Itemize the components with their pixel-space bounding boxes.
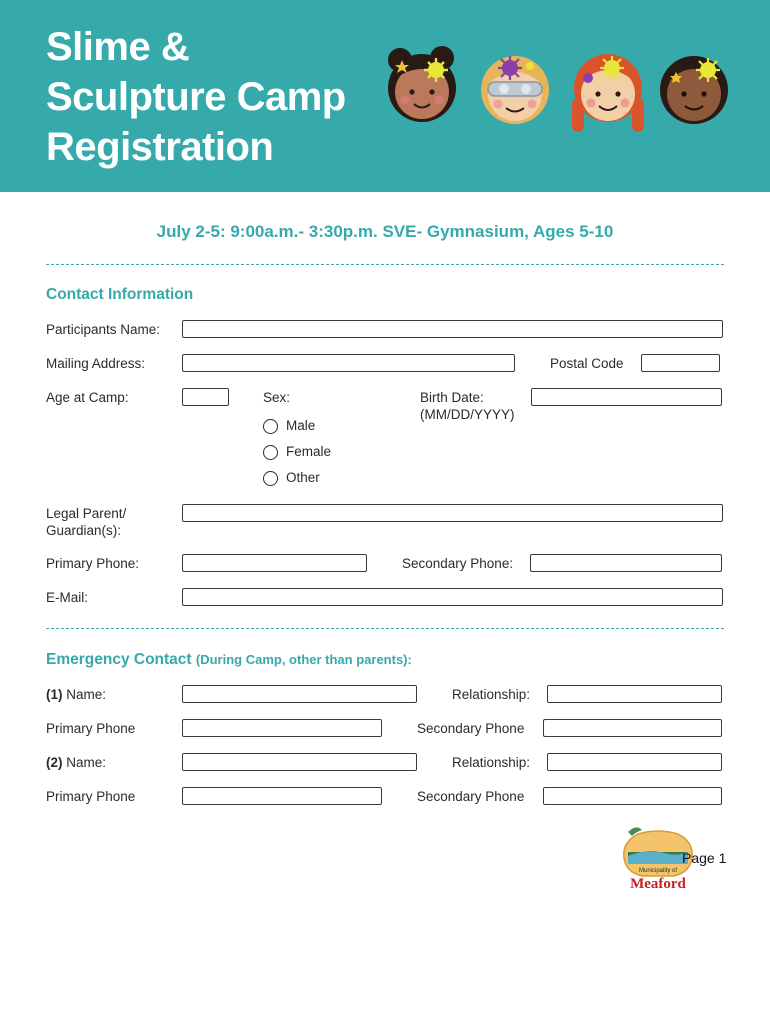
email-label: E-Mail: <box>46 590 89 605</box>
emergency-1-number: (1) <box>46 687 63 702</box>
sex-option-other[interactable] <box>263 468 320 486</box>
header-banner <box>0 0 770 192</box>
sex-option-female[interactable] <box>263 442 331 460</box>
emergency-2-secondary-field[interactable] <box>543 787 722 805</box>
sex-option-label: Female <box>286 443 332 459</box>
emergency-1-secondary-field[interactable] <box>543 719 722 737</box>
emergency-1-relationship-field[interactable] <box>547 685 722 703</box>
sex-option-label: Male <box>286 417 316 433</box>
kid-face-4-icon <box>660 56 728 124</box>
postal-code-label: Postal Code <box>550 356 624 371</box>
emergency-2-name-label <box>46 754 106 771</box>
emergency-1-name-text: Name: <box>66 687 107 702</box>
logo-municipality-text: Municipality of <box>638 868 678 874</box>
postal-code-field[interactable] <box>641 354 720 372</box>
camp-details: July 2-5: 9:00a.m.- 3:30p.m. SVE- Gymnasium, Ages 5-10 <box>156 222 614 241</box>
emergency-1-primary-label: Primary Phone <box>46 721 136 736</box>
primary-phone-field[interactable] <box>182 554 367 572</box>
emergency-1-primary-field[interactable] <box>182 719 382 737</box>
logo-meaford-text: Meaford <box>630 876 686 892</box>
primary-phone-label: Primary Phone: <box>46 556 140 571</box>
radio-circle-icon[interactable] <box>263 445 278 460</box>
emergency-1-name-field[interactable] <box>182 685 417 703</box>
emergency-title-note: (During Camp, other than parents): <box>195 652 412 667</box>
radio-circle-icon[interactable] <box>263 471 278 486</box>
emergency-title-text: Emergency Contact <box>46 651 192 668</box>
emergency-section-title <box>46 651 412 669</box>
guardian-label-line-2: Guardian(s): <box>46 523 122 538</box>
email-field[interactable] <box>182 588 723 606</box>
secondary-phone-field[interactable] <box>530 554 722 572</box>
birth-date-label: Birth Date: <box>420 390 484 405</box>
section-divider <box>46 264 724 265</box>
age-label: Age at Camp: <box>46 390 129 405</box>
guardian-field[interactable] <box>182 504 723 522</box>
emergency-2-primary-field[interactable] <box>182 787 382 805</box>
page-number: Page 1 <box>682 850 727 866</box>
form-title <box>46 22 346 172</box>
title-line-1: Slime & <box>46 25 190 69</box>
kid-face-3-icon <box>572 54 644 132</box>
emergency-2-number: (2) <box>46 755 63 770</box>
emergency-2-name-text: Name: <box>66 755 107 770</box>
participants-name-label: Participants Name: <box>46 322 161 337</box>
kid-face-2-icon <box>481 56 549 124</box>
guardian-label-line-1: Legal Parent/ <box>46 506 127 521</box>
emergency-2-relationship-label: Relationship: <box>452 755 531 770</box>
kids-faces-illustration <box>372 38 732 138</box>
age-field[interactable] <box>182 388 229 406</box>
title-line-3: Registration <box>46 125 274 169</box>
emergency-2-relationship-field[interactable] <box>547 753 722 771</box>
kid-face-1-icon <box>388 46 456 122</box>
birth-date-field[interactable] <box>531 388 722 406</box>
mailing-address-field[interactable] <box>182 354 515 372</box>
mailing-address-label: Mailing Address: <box>46 356 146 371</box>
emergency-2-secondary-label: Secondary Phone <box>417 789 525 804</box>
emergency-1-secondary-label: Secondary Phone <box>417 721 525 736</box>
emergency-1-name-label <box>46 686 106 703</box>
secondary-phone-label: Secondary Phone: <box>402 556 514 571</box>
birth-date-format-label: (MM/DD/YYYY) <box>420 407 515 422</box>
emergency-2-primary-label: Primary Phone <box>46 789 136 804</box>
contact-section-title: Contact Information <box>46 286 194 303</box>
sex-option-label: Other <box>286 469 320 485</box>
participants-name-field[interactable] <box>182 320 723 338</box>
emergency-2-name-field[interactable] <box>182 753 417 771</box>
sex-option-male[interactable] <box>263 416 315 434</box>
title-line-2: Sculpture Camp <box>46 75 346 119</box>
section-divider <box>46 628 724 629</box>
radio-circle-icon[interactable] <box>263 419 278 434</box>
emergency-1-relationship-label: Relationship: <box>452 687 531 702</box>
sex-label: Sex: <box>263 390 291 405</box>
